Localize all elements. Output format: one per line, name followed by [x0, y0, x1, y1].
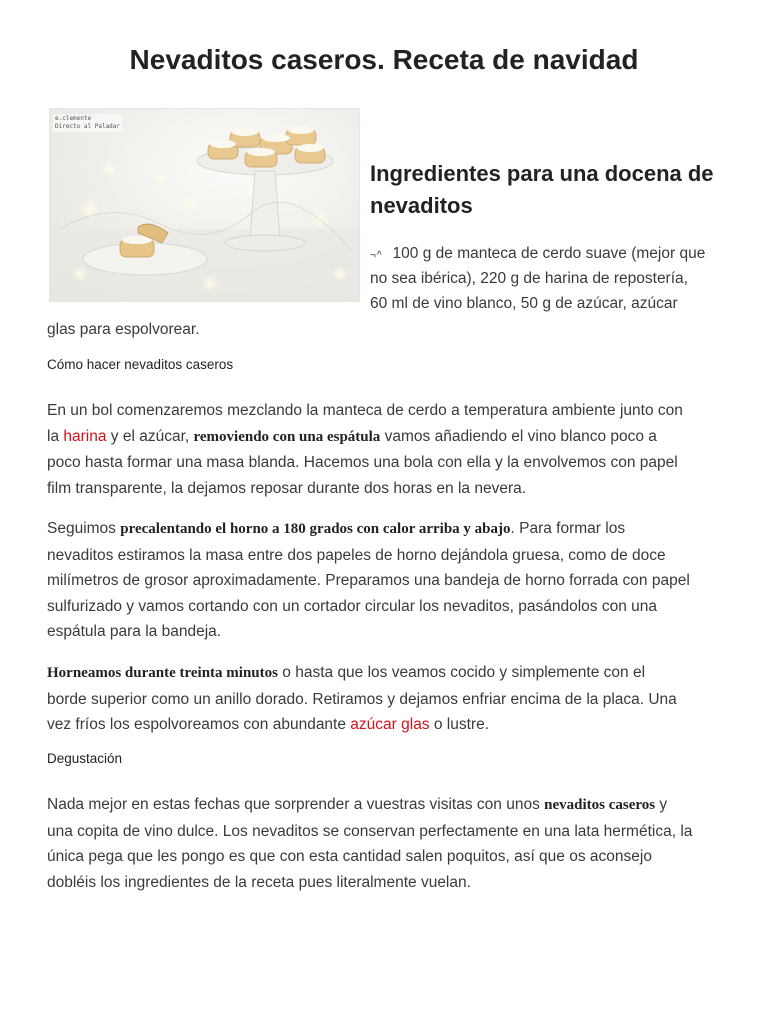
photo-credit: e.clemente Directo al Paladar — [55, 115, 121, 130]
tasting-heading: Degustación — [47, 751, 123, 766]
bullet-icon: ¬^ — [370, 250, 383, 261]
harina-link[interactable]: harina — [63, 427, 107, 445]
recipe-photo — [49, 108, 360, 302]
ingredients-line: glas para espolvorear. — [47, 321, 200, 338]
ingredients-heading: Ingredientes para una docena de nevaditos — [370, 161, 714, 218]
paragraph-how-to-3: Horneamos durante treinta minutos o hasta que los veamos cocido y simplemente con el borde superior como un anillo dorado. Retiramos y dejamos enfriar encima de la placa. Una vez fríos los espolvoreamos con abundante azúcar glas o lustre. — [47, 664, 677, 733]
ingredients-line: 60 ml de vino blanco, 50 g de azúcar, azúcar — [370, 295, 678, 312]
paragraph-tasting: Nada mejor en estas fechas que sorprender a vuestras visitas con unos nevaditos caseros y una copita de vino dulce. Los nevaditos se conservan perfectamente en una lata hermética, la única pega que les pongo es que con esta cantidad salen poquitos, así que os aconsejo dobléis los ingredientes de la receta pues literalmente vuelan. — [47, 796, 693, 891]
ingredients-line: ¬^ 100 g de manteca de cerdo suave (mejor que — [370, 241, 705, 269]
ingredients-line: no sea ibérica), 220 g de harina de repostería, — [370, 270, 688, 287]
paragraph-how-to-1: En un bol comenzaremos mezclando la manteca de cerdo a temperatura ambiente junto con la harina y el azúcar, removiendo con una espátula vamos añadiendo el vino blanco poco a poco hasta formar una masa blanda. Hacemos una bola con ella y la envolvemos con papel film transparente, la dejamos reposar durante dos horas en la nevera. — [47, 402, 683, 497]
azucar-glas-link[interactable]: azúcar glas — [350, 716, 430, 733]
paragraph-how-to-2: Seguimos precalentando el horno a 180 grados con calor arriba y abajo. Para formar los nevaditos estiramos la masa entre dos papeles de horno dejándola gruesa, como de doce milímetros de grosor aproximadamente. Preparamos una bandeja de horno forrada con papel sulfurizado y vamos cortando con un cortador circular los nevaditos, pasándolos con una espátula para la bandeja. — [47, 520, 690, 640]
page-title: Nevaditos caseros. Receta de navidad — [129, 44, 639, 75]
nevaditos-image — [50, 109, 359, 301]
how-to-heading: Cómo hacer nevaditos caseros — [47, 357, 234, 372]
